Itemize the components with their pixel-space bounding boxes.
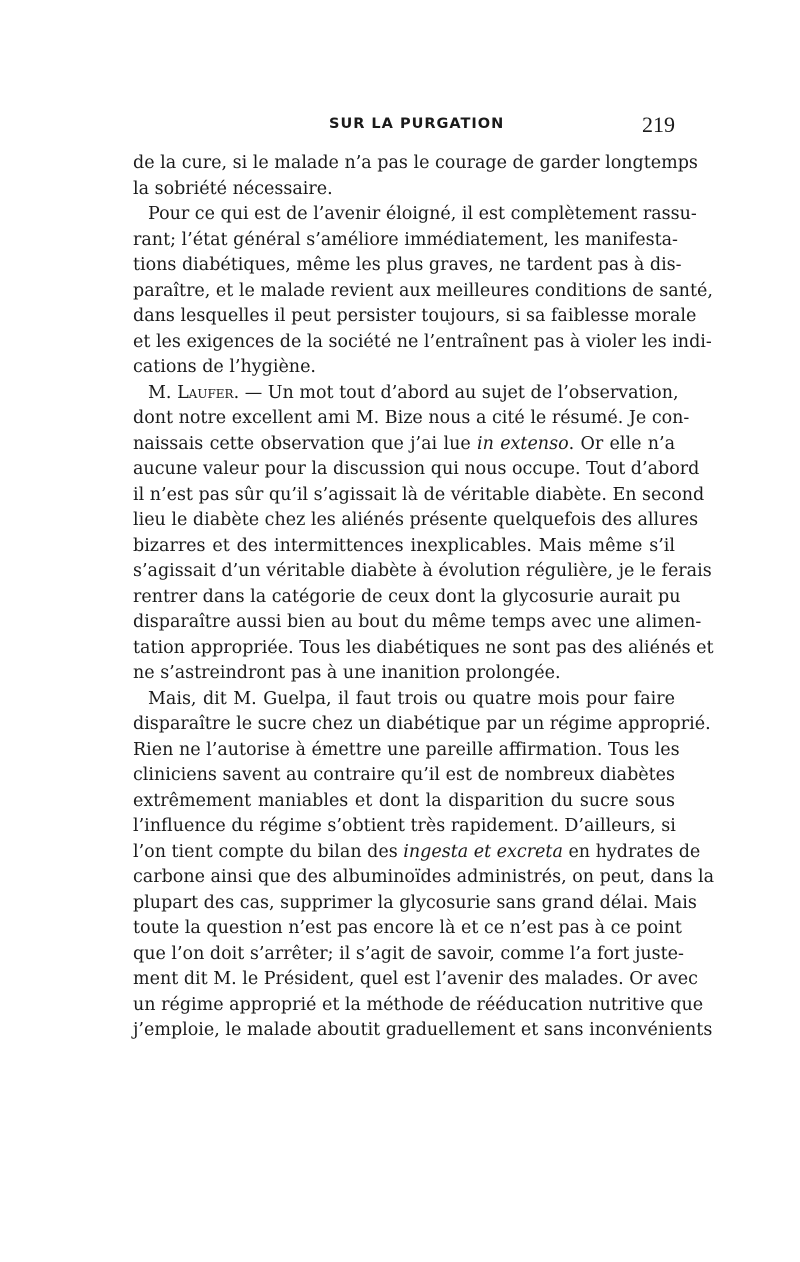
text-line: rentrer dans la catégorie de ceux dont la glycosurie aurait pu (133, 586, 681, 607)
text-line: plupart des cas, supprimer la glycosurie sans grand délai. Mais (133, 892, 697, 913)
body-text (133, 151, 715, 1044)
text-line: Mais, dit M. Guelpa, il faut trois ou quatre mois pour faire (148, 688, 675, 709)
text-line: dont notre excellent ami M. Bize nous a cité le résumé. Je con- (133, 408, 690, 428)
text-segment: . Or elle n’a (568, 433, 676, 454)
text-line: que l’on doit s’arrêter; il s’agit de savoir, comme l’a fort juste- (133, 943, 684, 964)
text-line: rant; l’état général s’améliore immédiatement, les manifesta- (133, 229, 678, 250)
text-line: de la cure, si le malade n’a pas le courage de garder longtemps (133, 153, 698, 173)
text-line: tation appropriée. Tous les diabétiques ne sont pas des aliénés et (133, 637, 714, 658)
text-line: carbone ainsi que des albuminoïdes administrés, on peut, dans la (133, 867, 715, 887)
text-line: extrêmement maniables et dont la disparition du sucre sous (133, 790, 675, 811)
text-line: ne s’astreindront pas à une inanition prolongée. (133, 663, 561, 683)
speaker-name: Laufer (177, 382, 234, 403)
text-line: s’agissait d’un véritable diabète à évolution régulière, je le ferais (133, 561, 712, 581)
text-line (133, 381, 679, 407)
text-line: aucune valeur pour la discussion qui nous occupe. Tout d’abord (133, 459, 700, 479)
text-segment: l’on tient compte du bilan des (133, 841, 404, 862)
speaker-title: M. (148, 382, 172, 403)
text-line: la sobriété nécessaire. (133, 178, 333, 199)
text-line: disparaître le sucre chez un diabétique par un régime approprié. (133, 714, 711, 734)
italic-phrase: in extenso (477, 433, 569, 454)
text-line (133, 840, 701, 866)
text-line: un régime approprié et la méthode de rééducation nutritive que (133, 994, 704, 1015)
text-line: disparaître aussi bien au bout du même temps avec une alimen- (133, 612, 702, 632)
text-line: il n’est pas sûr qu’il s’agissait là de véritable diabète. En second (133, 484, 705, 505)
text-line: toute la question n’est pas encore là et ce n’est pas à ce point (133, 918, 682, 938)
text-line: j’emploie, le malade aboutit graduellement et sans inconvénients (133, 1020, 713, 1040)
running-title: SUR LA PURGATION (329, 116, 505, 132)
text-line: Pour ce qui est de l’avenir éloigné, il est complètement rassu- (148, 204, 697, 224)
text-segment: en hydrates de (562, 841, 701, 862)
text-line: Rien ne l’autorise à émettre une pareille affirmation. Tous les (133, 739, 680, 760)
text-line: ment dit M. le Président, quel est l’avenir des malades. Or avec (133, 969, 698, 989)
running-head (133, 112, 675, 138)
text-line: bizarres et des intermittences inexplicables. Mais même s’il (133, 535, 675, 556)
text-segment: . — Un mot tout d’abord au sujet de l’observation, (233, 382, 679, 403)
italic-phrase: ingesta et excreta (403, 841, 563, 862)
text-line: paraître, et le malade revient aux meilleures conditions de santé, (133, 280, 713, 301)
text-line (133, 432, 675, 458)
text-line: l’influence du régime s’obtient très rapidement. D’ailleurs, si (133, 816, 676, 836)
text-line: tions diabétiques, même les plus graves, ne tardent pas à dis- (133, 255, 682, 275)
text-line: dans lesquelles il peut persister toujours, si sa faiblesse morale (133, 306, 697, 326)
text-line: lieu le diabète chez les aliénés présente quelquefois des allures (133, 510, 699, 530)
text-line: et les exigences de la société ne l’entraînent pas à violer les indi- (133, 331, 712, 352)
text-line: cations de l’hygiène. (133, 357, 316, 377)
page-number: 219 (642, 112, 675, 137)
text-segment: naissais cette observation que j’ai lue (133, 433, 478, 454)
text-line: cliniciens savent au contraire qu’il est de nombreux diabètes (133, 765, 675, 785)
